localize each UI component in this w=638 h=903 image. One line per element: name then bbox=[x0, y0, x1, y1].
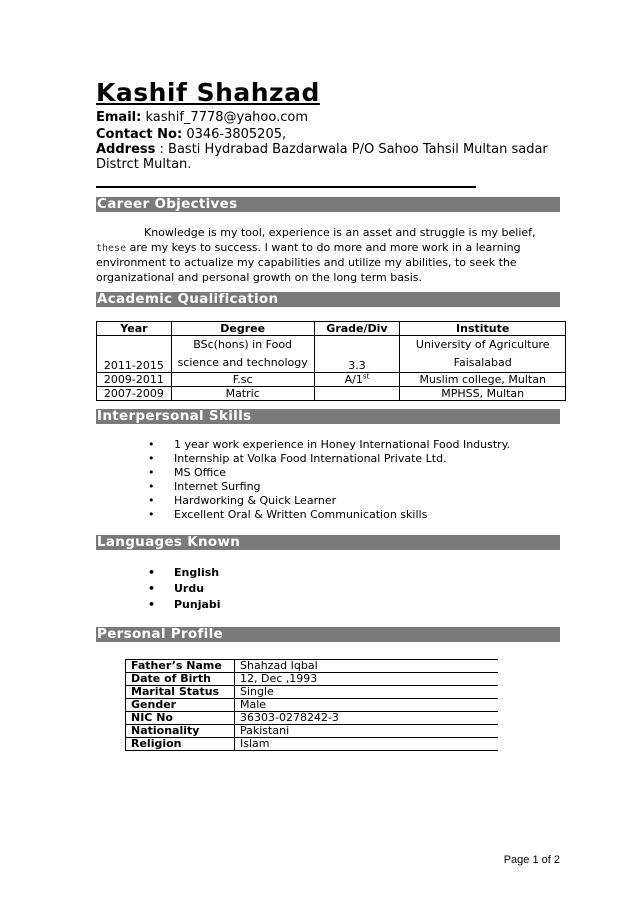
list-item: • Hardworking & Quick Learner bbox=[148, 494, 510, 508]
career-objective-text bbox=[96, 226, 550, 285]
career-line-2-word: these bbox=[96, 242, 127, 254]
section-interpersonal-skills: Interpersonal Skills bbox=[96, 409, 560, 424]
page-number: Page 1 of 2 bbox=[503, 854, 560, 866]
profile-value: 36303-0278242-3 bbox=[235, 712, 499, 725]
languages-list bbox=[148, 565, 221, 613]
list-item: • Punjabi bbox=[148, 597, 221, 613]
table-cell bbox=[400, 336, 566, 373]
table-cell: Muslim college, Multan bbox=[400, 373, 566, 387]
contact-label: Contact No: bbox=[96, 127, 183, 142]
address-line-2: Distrct Multan. bbox=[96, 157, 192, 172]
institute-line: Faisalabad bbox=[453, 356, 512, 369]
table-header-row bbox=[97, 322, 566, 336]
table-row bbox=[126, 712, 499, 725]
table-cell: Matric bbox=[171, 387, 314, 401]
profile-label: Nationality bbox=[126, 725, 235, 738]
profile-label: Gender bbox=[126, 699, 235, 712]
address-value: : Basti Hydrabad Bazdarwala P/O Sahoo Tahsil Multan sadar bbox=[159, 142, 548, 157]
section-personal-profile: Personal Profile bbox=[96, 627, 560, 642]
career-line-1: Knowledge is my tool, experience is an asset and struggle is my belief, bbox=[144, 226, 536, 239]
header-divider bbox=[96, 186, 476, 188]
table-cell: 2011-2015 bbox=[97, 336, 172, 373]
profile-label: NIC No bbox=[126, 712, 235, 725]
profile-value: 12, Dec ,1993 bbox=[235, 673, 499, 686]
career-line-2 bbox=[96, 241, 550, 257]
table-row bbox=[126, 738, 499, 751]
list-item: • Excellent Oral & Written Communication skills bbox=[148, 508, 510, 522]
email-line bbox=[96, 109, 308, 126]
table-row bbox=[126, 686, 499, 699]
table-cell: MPHSS, Multan bbox=[400, 387, 566, 401]
table-cell bbox=[314, 373, 400, 387]
list-item: • MS Office bbox=[148, 466, 510, 480]
contact-value: 0346-3805205, bbox=[186, 127, 287, 142]
degree-line: science and technology bbox=[177, 356, 308, 369]
career-line-4: organizational and personal growth on the long term basis. bbox=[96, 270, 422, 284]
profile-label: Father’s Name bbox=[126, 660, 235, 673]
skills-list bbox=[148, 438, 510, 522]
grade-superscript: st bbox=[362, 372, 370, 381]
email-value: kashif_7778@yahoo.com bbox=[145, 110, 308, 125]
section-languages-known: Languages Known bbox=[96, 535, 560, 550]
profile-value: Male bbox=[235, 699, 499, 712]
grade-value: A/1 bbox=[344, 373, 363, 386]
section-career-objectives: Career Objectives bbox=[96, 197, 560, 212]
column-header: Institute bbox=[400, 322, 566, 336]
profile-label: Religion bbox=[126, 738, 235, 751]
column-header: Year bbox=[97, 322, 172, 336]
career-line-2-rest: are my keys to success. I want to do more and more work in a learning bbox=[126, 240, 521, 254]
profile-value: Shahzad Iqbal bbox=[235, 660, 499, 673]
table-cell bbox=[314, 387, 400, 401]
table-row bbox=[126, 725, 499, 738]
institute-line: University of Agriculture bbox=[415, 338, 550, 351]
table-row bbox=[97, 336, 566, 373]
table-row bbox=[126, 699, 499, 712]
column-header: Degree bbox=[171, 322, 314, 336]
list-item: • 1 year work experience in Honey International Food Industry. bbox=[148, 438, 510, 452]
list-item: • Internet Surfing bbox=[148, 480, 510, 494]
profile-label: Marital Status bbox=[126, 686, 235, 699]
list-item: • English bbox=[148, 565, 221, 581]
list-item: • Internship at Volka Food International Private Ltd. bbox=[148, 452, 510, 466]
personal-profile-table bbox=[125, 659, 498, 751]
academic-table bbox=[96, 321, 566, 401]
profile-value: Pakistani bbox=[235, 725, 499, 738]
profile-label: Date of Birth bbox=[126, 673, 235, 686]
candidate-name: Kashif Shahzad bbox=[96, 78, 320, 107]
table-row bbox=[97, 387, 566, 401]
list-item: • Urdu bbox=[148, 581, 221, 597]
career-line-3: environment to actualize my capabilities and utilize my abilities, to seek the bbox=[96, 256, 517, 269]
email-label: Email: bbox=[96, 110, 142, 125]
table-row bbox=[97, 373, 566, 387]
profile-value: Single bbox=[235, 686, 499, 699]
table-cell: 2009-2011 bbox=[97, 373, 172, 387]
table-cell bbox=[171, 336, 314, 373]
table-cell: F.sc bbox=[171, 373, 314, 387]
table-row bbox=[126, 673, 499, 686]
profile-value: Islam bbox=[235, 738, 499, 751]
section-academic-qualification: Academic Qualification bbox=[96, 292, 560, 307]
table-row bbox=[126, 660, 499, 673]
column-header: Grade/Div bbox=[314, 322, 400, 336]
table-cell: 3.3 bbox=[314, 336, 400, 373]
degree-line: BSc(hons) in Food bbox=[193, 338, 293, 351]
table-cell: 2007-2009 bbox=[97, 387, 172, 401]
address-label: Address bbox=[96, 142, 156, 157]
